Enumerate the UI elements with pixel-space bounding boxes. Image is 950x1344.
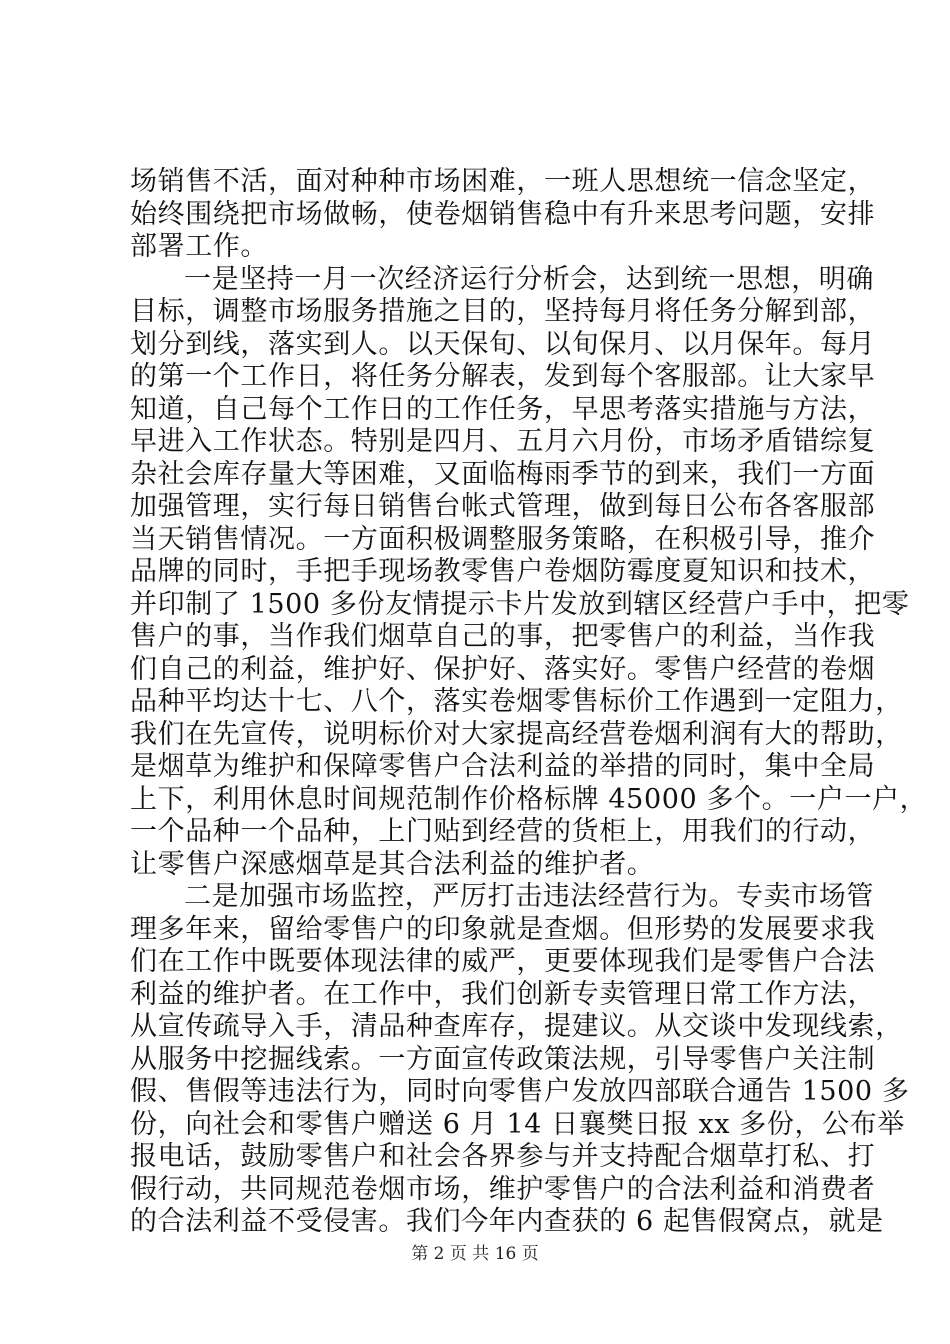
text-line: 们在工作中既要体现法律的威严，更要体现我们是零售户合法	[130, 946, 876, 977]
text-line: 是烟草为维护和保障零售户合法利益的举措的同时，集中全局	[130, 751, 876, 782]
text-line: 假行动，共同规范卷烟市场，维护零售户的合法利益和消费者	[130, 1173, 876, 1205]
text-line: 当天销售情况。一方面积极调整服务策略，在积极引导，推介	[130, 523, 876, 555]
text-line: 假、售假等违法行为，同时向零售户发放四部联合通告 1500 多	[130, 1076, 910, 1107]
text-line: 始终围绕把市场做畅，使卷烟销售稳中有升来思考问题，安排	[130, 198, 876, 230]
text-line: 并印制了 1500 多份友情提示卡片发放到辖区经营户手中，把零	[130, 588, 910, 620]
paragraph-start-line: 二是加强市场监控，严厉打击违法经营行为。专卖市场管	[184, 881, 874, 912]
text-line: 售户的事，当作我们烟草自己的事，把零售户的利益，当作我	[130, 621, 876, 652]
text-line: 从服务中挖掘线索。一方面宣传政策法规，引导零售户关注制	[130, 1043, 876, 1075]
text-line: 们自己的利益，维护好、保护好、落实好。零售户经营的卷烟	[130, 653, 876, 685]
text-line: 利益的维护者。在工作中，我们创新专卖管理日常工作方法，	[130, 978, 876, 1010]
text-line: 划分到线，落实到人。以天保旬、以旬保月、以月保年。每月	[130, 328, 876, 360]
text-line: 场销售不活，面对种种市场困难，一班人思想统一信念坚定，	[130, 166, 876, 197]
text-line: 知道，自己每个工作日的工作任务，早思考落实措施与方法，	[130, 393, 876, 425]
text-line: 从宣传疏导入手，清品种查库存，提建议。从交谈中发现线索，	[130, 1011, 903, 1042]
text-line: 杂社会库存量大等困难，又面临梅雨季节的到来，我们一方面	[130, 458, 876, 490]
page-number: 第 2 页 共 16 页	[411, 1244, 539, 1264]
text-line: 加强管理，实行每日销售台帐式管理，做到每日公布各客服部	[130, 491, 876, 522]
text-line: 品种平均达十七、八个，落实卷烟零售标价工作遇到一定阻力，	[130, 686, 903, 717]
text-line: 品牌的同时，手把手现场教零售户卷烟防霉度夏知识和技术，	[130, 556, 876, 587]
text-line: 一个品种一个品种，上门贴到经营的货柜上，用我们的行动，	[130, 816, 876, 847]
text-line: 上下，利用休息时间规范制作价格标牌 45000 多个。一户一户，	[130, 783, 928, 815]
text-line: 报电话，鼓励零售户和社会各界参与并支持配合烟草打私、打	[130, 1141, 876, 1172]
paragraph-start-line: 一是坚持一月一次经济运行分析会，达到统一思想，明确	[184, 263, 874, 295]
text-line: 的第一个工作日，将任务分解表，发到每个客服部。让大家早	[130, 361, 876, 392]
text-line: 目标，调整市场服务措施之目的，坚持每月将任务分解到部，	[130, 296, 876, 327]
text-line: 早进入工作状态。特别是四月、五月六月份，市场矛盾错综复	[130, 426, 876, 457]
page-footer	[0, 1243, 950, 1265]
text-line: 的合法利益不受侵害。我们今年内查获的 6 起售假窝点，就是	[130, 1206, 884, 1237]
text-line: 我们在先宣传，说明标价对大家提高经营卷烟利润有大的帮助，	[130, 718, 903, 750]
text-line: 部署工作。	[130, 231, 268, 262]
document-body	[130, 166, 928, 1239]
text-line: 理多年来，留给零售户的印象就是查烟。但形势的发展要求我	[130, 913, 876, 945]
text-line: 让零售户深感烟草是其合法利益的维护者。	[130, 848, 655, 880]
text-line: 份，向社会和零售户赠送 6 月 14 日襄樊日报 xx 多份，公布举	[130, 1108, 905, 1140]
